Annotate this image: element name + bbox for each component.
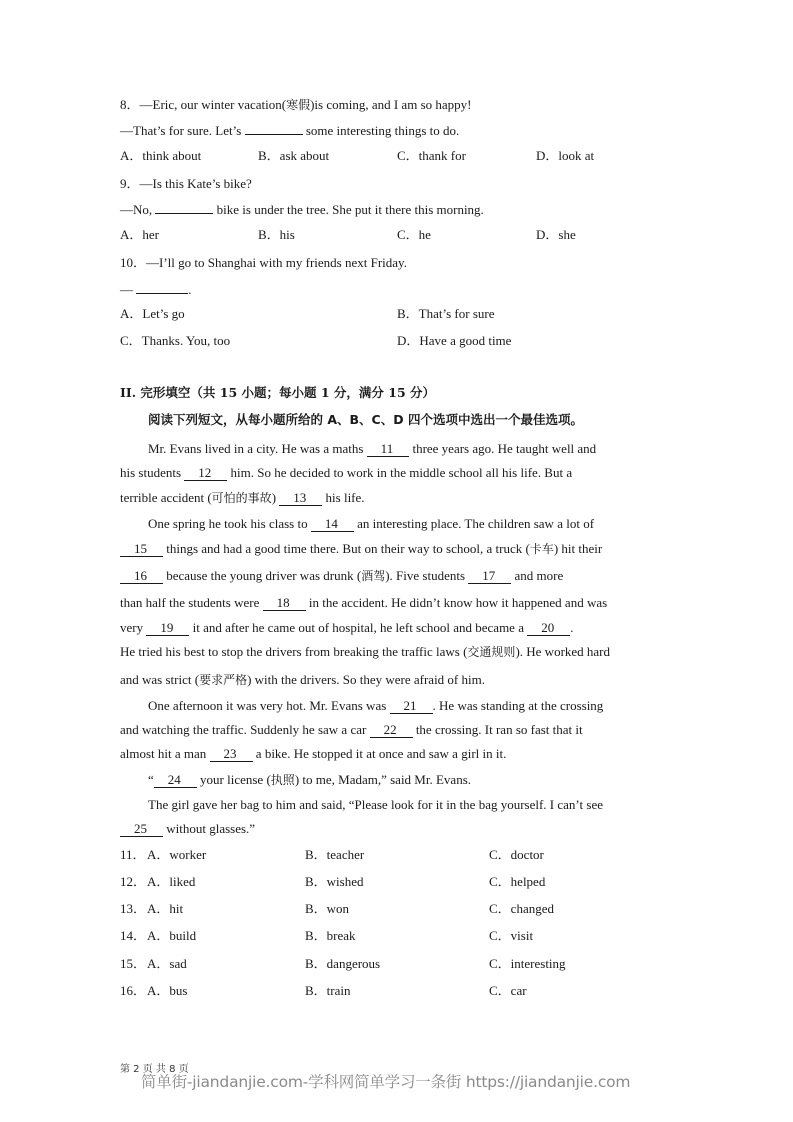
option-c[interactable]: C．he — [397, 227, 431, 242]
passage-text: things and had a good time there. But on their way to school, a truck ( — [166, 541, 530, 556]
option-a[interactable]: A．think about — [120, 148, 202, 163]
passage-text: The girl gave her bag to him and said, “Please look for it in the bag yourself. I can’t see — [148, 797, 603, 812]
blank-number: 13 — [293, 490, 307, 505]
passage-line — [148, 698, 603, 714]
blank-number: 15 — [134, 541, 147, 556]
cloze-blank-12[interactable] — [184, 466, 227, 481]
passage-text: him. So he decided to work in the middle school all his life. But a — [230, 465, 573, 480]
blank-number: 16 — [134, 568, 147, 583]
blank-number: 20 — [541, 620, 555, 635]
section-title — [120, 385, 435, 401]
chinese-gloss: 要求严格 — [199, 673, 248, 687]
section-title-text: II. 完形填空（共 15 小题；每小题 1 分，满分 15 分） — [120, 385, 435, 400]
option-d[interactable]: D．she — [536, 227, 576, 242]
passage-text: One afternoon it was very hot. Mr. Evans was — [148, 698, 387, 713]
chinese-gloss: 卡车 — [529, 542, 554, 556]
blank-number: 23 — [223, 746, 237, 761]
blank-number: 24 — [167, 772, 181, 787]
passage-line — [120, 620, 573, 636]
option-c[interactable]: C．changed — [489, 901, 554, 916]
cloze-blank-13[interactable] — [279, 491, 322, 506]
option-c[interactable]: C．interesting — [489, 956, 566, 971]
option-c[interactable]: C．Thanks. You, too — [120, 333, 231, 348]
cloze-blank-21[interactable] — [390, 699, 433, 714]
option-c[interactable]: C．helped — [489, 874, 546, 889]
passage-text: terrible accident ( — [120, 490, 212, 505]
option-a[interactable]: A．build — [147, 928, 197, 943]
question-text: —No, — [120, 202, 153, 217]
cloze-blank-23[interactable] — [210, 747, 253, 762]
option-a[interactable]: A．bus — [147, 983, 188, 998]
passage-line — [148, 772, 471, 788]
blank-number: 17 — [482, 568, 496, 583]
option-b[interactable]: B．train — [305, 983, 351, 998]
passage-text: He tried his best to stop the drivers from breaking the traffic laws ( — [120, 644, 468, 659]
passage-text: because the young driver was drunk ( — [166, 568, 362, 583]
cloze-blank-11[interactable] — [367, 442, 410, 457]
option-b[interactable]: B．wished — [305, 874, 364, 889]
question-9-line-2 — [120, 202, 484, 218]
answer-blank[interactable] — [245, 134, 303, 135]
question-text: —That’s for sure. Let’s — [120, 123, 242, 138]
option-number: 14． — [120, 928, 147, 943]
option-a[interactable]: A．Let’s go — [120, 306, 185, 321]
passage-text: ) — [271, 490, 277, 505]
answer-blank[interactable] — [155, 213, 213, 214]
option-b[interactable]: B．his — [258, 227, 295, 242]
option-a[interactable]: A．liked — [147, 874, 196, 889]
passage-text: an interesting place. The children saw a lot of — [357, 516, 595, 531]
blank-number: 11 — [380, 441, 394, 456]
passage-text: almost hit a man — [120, 746, 207, 761]
passage-text: very — [120, 620, 144, 635]
passage-text: ) with the drivers. So they were afraid of him. — [247, 672, 485, 687]
watermark: 简单街-jiandanjie.com-学科网简单学习一条街 https://jiandanjie.com — [141, 1073, 631, 1091]
blank-number: 14 — [324, 516, 338, 531]
option-c[interactable]: C．car — [489, 983, 527, 998]
passage-text: Mr. Evans lived in a city. He was a maths — [148, 441, 364, 456]
instruction-text: 阅读下列短文，从每小题所给的 A、B、C、D 四个选项中选出一个最佳选项。 — [148, 412, 583, 427]
passage-text: ). He worked hard — [515, 644, 611, 659]
question-8-line-2 — [120, 123, 459, 139]
passage-text: in the accident. He didn’t know how it happened and was — [308, 595, 608, 610]
passage-text: and watching the traffic. Suddenly he saw a car — [120, 722, 367, 737]
question-10-line-2 — [120, 282, 192, 298]
passage-text: ) hit their — [553, 541, 603, 556]
passage-text: three years ago. He taught well and — [412, 441, 597, 456]
passage-text: . — [570, 620, 574, 635]
question-number: 8． — [120, 97, 140, 112]
option-a[interactable]: A．her — [120, 227, 159, 242]
passage-text: your license ( — [200, 772, 271, 787]
question-text: . — [188, 282, 192, 297]
cloze-blank-18[interactable] — [263, 596, 306, 611]
cloze-blank-16[interactable] — [120, 569, 163, 584]
option-number: 11． — [120, 847, 146, 862]
passage-text: his students — [120, 465, 182, 480]
chinese-gloss: 可怕的事故 — [211, 491, 272, 505]
option-d[interactable]: D．Have a good time — [397, 333, 512, 348]
passage-line — [120, 490, 365, 506]
question-text: —I’ll go to Shanghai with my friends next Friday. — [146, 255, 407, 270]
option-a[interactable]: A．sad — [147, 956, 187, 971]
passage-text: without glasses.” — [166, 821, 256, 836]
blank-number: 22 — [383, 722, 397, 737]
cloze-blank-15[interactable] — [120, 542, 163, 557]
option-a[interactable]: A．hit — [147, 901, 184, 916]
chinese-gloss: 执照 — [270, 773, 295, 787]
passage-line — [120, 465, 572, 481]
passage-text: it and after he came out of hospital, he left school and became a — [192, 620, 524, 635]
option-number: 16． — [120, 983, 147, 998]
section-instruction — [148, 412, 583, 428]
option-b[interactable]: B．break — [305, 928, 356, 943]
option-number: 12． — [120, 874, 147, 889]
question-text: — — [120, 282, 133, 297]
question-text: bike is under the tree. She put it there this morning. — [216, 202, 484, 217]
passage-line — [120, 722, 583, 738]
chinese-gloss: 寒假 — [286, 98, 311, 112]
blank-number: 21 — [403, 698, 417, 713]
option-number: 15． — [120, 956, 147, 971]
cloze-blank-24[interactable] — [154, 773, 197, 788]
question-8-line-1 — [120, 97, 471, 113]
passage-text: One spring he took his class to — [148, 516, 308, 531]
option-b[interactable]: B．ask about — [258, 148, 330, 163]
question-number: 9． — [120, 176, 140, 191]
blank-number: 19 — [160, 620, 174, 635]
question-10-line-1 — [120, 255, 407, 271]
blank-number: 12 — [198, 465, 212, 480]
question-text: some interesting things to do. — [305, 123, 460, 138]
question-text: —Eric, our winter vacation( — [139, 97, 287, 112]
passage-text: than half the students were — [120, 595, 260, 610]
cloze-blank-19[interactable] — [146, 621, 189, 636]
passage-text: and more — [514, 568, 564, 583]
passage-text: the crossing. It ran so fast that it — [415, 722, 583, 737]
option-number: 13． — [120, 901, 147, 916]
option-b[interactable]: B．teacher — [305, 847, 365, 862]
chinese-gloss: 交通规则 — [467, 645, 516, 659]
passage-text: “ — [148, 772, 154, 787]
option-c[interactable]: C．visit — [489, 928, 534, 943]
passage-text: ) to me, Madam,” said Mr. Evans. — [294, 772, 471, 787]
passage-text: ). Five students — [385, 568, 466, 583]
passage-line — [120, 821, 255, 837]
cloze-blank-20[interactable] — [527, 621, 570, 636]
question-number: 10． — [120, 255, 147, 270]
blank-number: 25 — [134, 821, 147, 836]
passage-line — [120, 541, 602, 557]
cloze-blank-14[interactable] — [311, 517, 354, 532]
passage-line — [148, 797, 603, 813]
passage-line — [120, 595, 607, 611]
passage-text: . He was standing at the crossing — [432, 698, 604, 713]
passage-text: his life. — [325, 490, 365, 505]
passage-line — [120, 568, 563, 584]
question-9-line-1 — [120, 176, 252, 192]
passage-line — [120, 672, 485, 688]
option-c[interactable]: C．thank for — [397, 148, 466, 163]
question-text: )is coming, and I am so happy! — [310, 97, 472, 112]
blank-number: 18 — [276, 595, 290, 610]
cloze-blank-22[interactable] — [370, 723, 413, 738]
cloze-blank-17[interactable] — [468, 569, 511, 584]
option-b[interactable]: B．won — [305, 901, 350, 916]
chinese-gloss: 酒驾 — [361, 569, 386, 583]
option-b[interactable]: B．That’s for sure — [397, 306, 495, 321]
passage-line — [148, 516, 594, 532]
option-d[interactable]: D．look at — [536, 148, 595, 163]
passage-text: a bike. He stopped it at once and saw a girl in it. — [255, 746, 507, 761]
answer-blank[interactable] — [136, 293, 188, 294]
passage-line — [120, 644, 610, 660]
option-a[interactable]: A．worker — [147, 847, 207, 862]
passage-text: and was strict ( — [120, 672, 200, 687]
option-c[interactable]: C．doctor — [489, 847, 544, 862]
passage-line — [148, 441, 596, 457]
page-number: 第 2 页 共 8 页 — [120, 1064, 189, 1075]
option-b[interactable]: B．dangerous — [305, 956, 381, 971]
passage-line — [120, 746, 506, 762]
question-text: —Is this Kate’s bike? — [139, 176, 252, 191]
cloze-blank-25[interactable] — [120, 822, 163, 837]
